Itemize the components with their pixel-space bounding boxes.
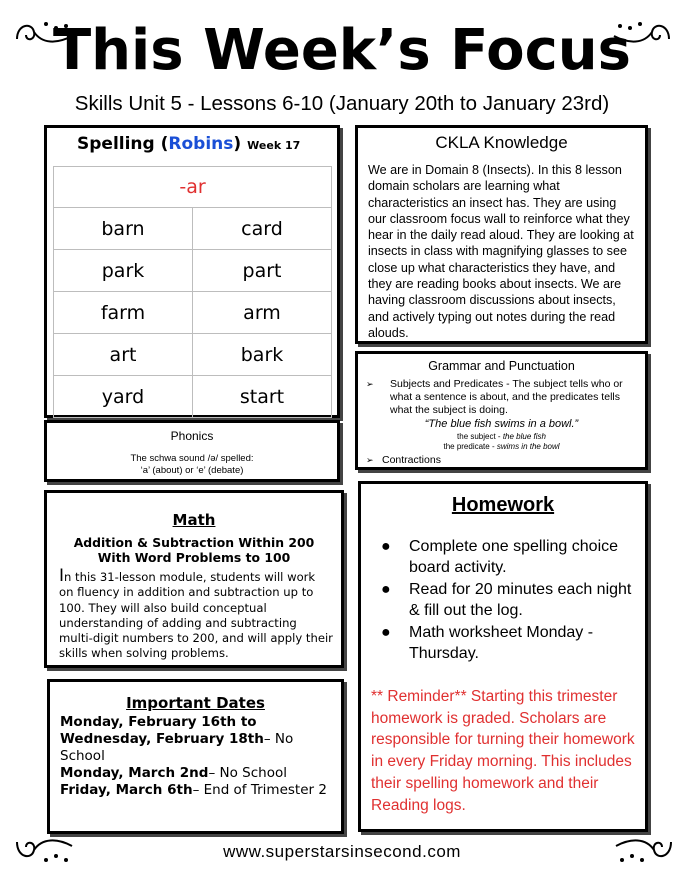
- list-item: ● Read for 20 minutes each night & fill out the log.: [381, 581, 632, 619]
- table-row: [54, 250, 332, 292]
- spelling-heading: Spelling (Robins) Week 17: [77, 134, 301, 154]
- homework-title: Homework: [451, 494, 555, 516]
- grammar-title: Grammar and Punctuation: [428, 359, 575, 373]
- bullet-icon: ●: [381, 624, 391, 641]
- grammar-item-subjects: Subjects and Predicates - The subject tells who or what a sentence is about, and the predicates tells what the subject is doing.: [390, 378, 623, 416]
- table-row: [54, 292, 332, 334]
- bullet-icon: ●: [381, 581, 391, 598]
- grammar-box: [355, 351, 648, 470]
- math-title: Math: [172, 511, 216, 529]
- grammar-subject-line: the subject - the blue fish: [457, 432, 546, 441]
- list-item: ● Math worksheet Monday - Thursday.: [381, 624, 594, 662]
- spelling-word: park: [54, 250, 193, 292]
- arrow-bullet-icon: ➢: [366, 455, 374, 465]
- spelling-word: start: [193, 376, 332, 418]
- table-row: [54, 208, 332, 250]
- arrow-bullet-icon: ➢: [366, 379, 374, 389]
- homework-reminder: ** Reminder** Starting this trimester homework is graded. Scholars are responsible for turning their homework in every Friday morning. This includes their spelling homework and their Reading logs.: [371, 688, 635, 814]
- dates-list: [60, 714, 335, 799]
- grammar-example: “The blue fish swims in a bowl.”: [424, 418, 579, 430]
- math-box: [44, 490, 344, 668]
- math-subtitle: Addition & Subtraction Within 200 With Word Problems to 100: [73, 535, 315, 565]
- page-title: This Week’s Focus: [52, 18, 632, 83]
- grammar-predicate-line: the predicate - swims in the bowl: [443, 442, 560, 451]
- table-row: [54, 334, 332, 376]
- grammar-item-contractions: Contractions: [382, 454, 441, 466]
- bullet-icon: ●: [381, 538, 391, 555]
- spelling-word: arm: [193, 292, 332, 334]
- math-body: In this 31-lesson module, students will work on fluency in addition and subtraction up to 100. They will also build conceptual understanding of adding and subtracting multi-digit numbers to 200, and will apply their skills when solving problems.: [59, 566, 333, 661]
- spelling-group: Robins: [168, 134, 234, 154]
- footer-url[interactable]: www.superstarsinsecond.com: [223, 842, 461, 861]
- important-dates-box: [47, 679, 344, 834]
- spelling-week: Week 17: [247, 139, 301, 152]
- ckla-body: We are in Domain 8 (Insects). In this 8 lesson domain scholars are learning what characteristics an insect has. They are using our classroom focus wall to reinforce what they hear in the daily read aloud. They are looking at insects in class with magnifying glasses to see close up what characteristics they have, and they are reading books about insects. We are having classroom discussions about insects, and actively typing out notes during the read alouds.: [368, 163, 634, 340]
- spelling-word: part: [193, 250, 332, 292]
- phonics-title: Phonics: [170, 429, 214, 443]
- list-item: Friday, March 6th– End of Trimester 2: [60, 782, 327, 798]
- spelling-word: barn: [54, 208, 193, 250]
- spelling-table: [53, 166, 332, 418]
- homework-box: [358, 481, 648, 832]
- phonics-body: The schwa sound /ə/ spelled: ‘a’ (about) or ‘e’ (debate): [130, 453, 254, 476]
- homework-list: [375, 536, 637, 665]
- spelling-word: yard: [54, 376, 193, 418]
- list-item: Monday, February 16th to Wednesday, February 18th– No School: [60, 714, 294, 764]
- ckla-box: [355, 125, 648, 344]
- table-row: [54, 376, 332, 418]
- list-item: ● Complete one spelling choice board activity.: [381, 538, 619, 576]
- phonics-box: [44, 420, 340, 482]
- spelling-pattern: -ar: [54, 167, 332, 208]
- ckla-title: CKLA Knowledge: [435, 133, 568, 152]
- spelling-word: art: [54, 334, 193, 376]
- dates-title: Important Dates: [126, 694, 265, 712]
- spelling-word: farm: [54, 292, 193, 334]
- page-subtitle: Skills Unit 5 - Lessons 6-10 (January 20th to January 23rd): [74, 92, 610, 115]
- list-item: Monday, March 2nd– No School: [60, 765, 287, 781]
- spelling-word: bark: [193, 334, 332, 376]
- spelling-word: card: [193, 208, 332, 250]
- spelling-box: [44, 125, 340, 418]
